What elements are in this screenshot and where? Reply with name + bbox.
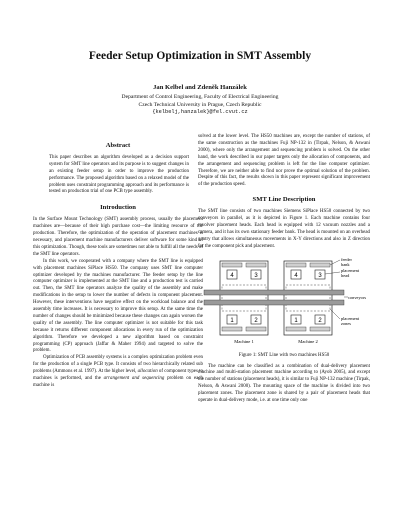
placement-zones-label: zones <box>341 320 351 326</box>
affiliation-line: Department of Control Engineering, Faculty of Electrical Engineering <box>121 94 279 100</box>
conveyor <box>204 290 344 295</box>
affiliation-email: {kelbelj,hanzalek}@fel.cvut.cz <box>152 109 248 116</box>
feeder-bank <box>310 263 330 267</box>
feeder-bank-label: bank <box>341 261 350 267</box>
intro-continuation: solved at the lower level. The HS50 machines are, except the number of stations, of the same construction as the machines Fuji NP-132 in (Tirpak, Nelson, & Aswani 2000), where only the arrangement and sequencing problem is solved. On the other hand, the work described in our paper targets only the allocation of components, and the arrangement and sequencing problem is left for the line computer optimizer. Therefore, we are neither able to find nor prove the optimal solution of the problem. Despite of this fact, the results shown in this paper represent significant improvement of the production speed. <box>198 134 370 188</box>
smt-line-diagram <box>198 257 370 349</box>
feeder-bank <box>246 327 266 331</box>
intro-paragraph-1: In the Surface Mount Technology (SMT) assembly process, usually the placement machines are—because of their high purchase cost—the limiting resource of the production. Therefore, the optimization of the operation of placement machines is necessary, and placement machine manufacturers deliver software for some kind of this optimization. Though, these tools are sometimes not able to fulfill all the needs of the SMT line operators. <box>33 217 203 257</box>
figure-1 <box>198 257 370 360</box>
abstract-text: This paper describes an algorithm developed as a decision support system for SMT line operators and its purpose is to suggest changes in an existing feeder setup in order to improve the production performance. The proposed algorithm based on a relaxed model of the problem uses constraint programming approach and its performance is tested on production trial of one PCB type assembly. <box>49 154 189 195</box>
head-number: 1 <box>294 317 298 324</box>
intro-p3-middle: of component types to machines is performed, and the <box>33 369 203 382</box>
head-number: 3 <box>318 272 322 279</box>
paper-title: Feeder Setup Optimization in SMT Assembly <box>88 50 312 62</box>
feeder-bank-label: feeder <box>341 256 352 262</box>
paper-authors: Jan Kelbel and Zdeněk Hanzálek <box>153 84 247 91</box>
head-number: 2 <box>318 317 322 324</box>
machine-2-label: Machine 2 <box>298 338 318 344</box>
placement-zones-label: placement <box>341 315 360 321</box>
placement-zone <box>286 285 330 311</box>
placement-zone <box>222 285 266 311</box>
head-number: 1 <box>230 317 234 324</box>
introduction-heading: Introduction <box>100 204 136 212</box>
placement-head-label: head <box>341 272 350 278</box>
smt-line-paragraph-1: The SMT line consists of two machines Siemens SiPlace HS50 connected by two conveyors in parallel, as it is depicted in Figure 1. Each machine contains four revolver placement heads. Each head is equipped with 12 vacuum nozzles and a camera, and it has its own stationary feeder bank. The head is mounted on an overhead gantry that allows simultaneous movements in X-Y directions and also in Z direction for the component pick and placement. <box>198 209 370 249</box>
head-number: 4 <box>230 272 234 279</box>
head-number: 2 <box>254 317 258 324</box>
intro-p3-start: Optimization of PCB assembly systems is a complex optimization problem even for the production of a single PCB type. It consists of two hierarchically related sub problems (Ammons et al. 1997). At the higher level, <box>33 355 203 375</box>
head-number: 3 <box>254 272 258 279</box>
intro-paragraph-2: In this work, we cooperated with a company where the SMT line is equipped with placement machines SiPlace HS50. The company uses SMT line computer optimizer developed by the machines manufacturer. The feeder setup by the line computer optimizer is implemented at the SMT line and a production test is carried out. Then, the SMT line operators analyze the quality of the assembly and make modifications in the setup to lower the number of defects in component placement. However, these interventions have negative effect on the workload balance and the assembly time increases. It is necessary to improve this setup. At the same time the number of changes should be minimized because these changes can again worsen the quality of the assembly. The line computer optimizer is not suitable for this task because it returns different component allocations in every run of the optimization algorithm. Therefore we developed a new algorithm based on constraint programming (CP) approach (Jaffar & Maher 1994) and targeted to solve the problem. <box>33 258 203 354</box>
feeder-bank <box>246 263 266 267</box>
machine-1-label: Machine 1 <box>234 338 254 344</box>
head-number: 4 <box>294 272 298 279</box>
feeder-bank <box>286 263 306 267</box>
feeder-bank <box>310 327 330 331</box>
feeder-bank <box>222 327 242 331</box>
abstract-heading: Abstract <box>105 142 131 149</box>
conveyor <box>204 300 344 305</box>
intro-p3-end: problem on each machine is <box>33 376 204 388</box>
intro-paragraph-3 <box>33 355 203 390</box>
intro-p3-emphasis-allocation: allocation <box>137 369 158 375</box>
intro-p3-emphasis-arrangement: arrangement and sequencing <box>103 376 165 382</box>
paper-affiliation <box>0 94 400 117</box>
feeder-bank <box>222 263 242 267</box>
smt-line-heading: SMT Line Description <box>252 196 316 204</box>
conveyors-label: conveyors <box>348 294 367 300</box>
left-column <box>33 143 203 390</box>
smt-line-paragraph-2: The machine can be classified as a combination of dual-delivery placement machine and multi-station placement machine according to (Ayob 2005), and except the number of stations (placement heads), it is similar to Fuji NP-132 machine (Tirpak, Nelson, & Aswani 2000). The mounting space of the machine is divided into two placement zones. The placement zone is shared by a pair of placement heads that operate in dual-delivery mode, i.e. at one time only one <box>198 363 370 404</box>
right-column <box>198 134 370 405</box>
affiliation-line: Czech Technical University in Prague, Czech Republic <box>138 101 262 108</box>
figure-caption: Figure 1: SMT Line with two machines HS50 <box>238 352 330 358</box>
feeder-bank <box>286 327 306 331</box>
placement-head-label: placement <box>341 267 360 273</box>
